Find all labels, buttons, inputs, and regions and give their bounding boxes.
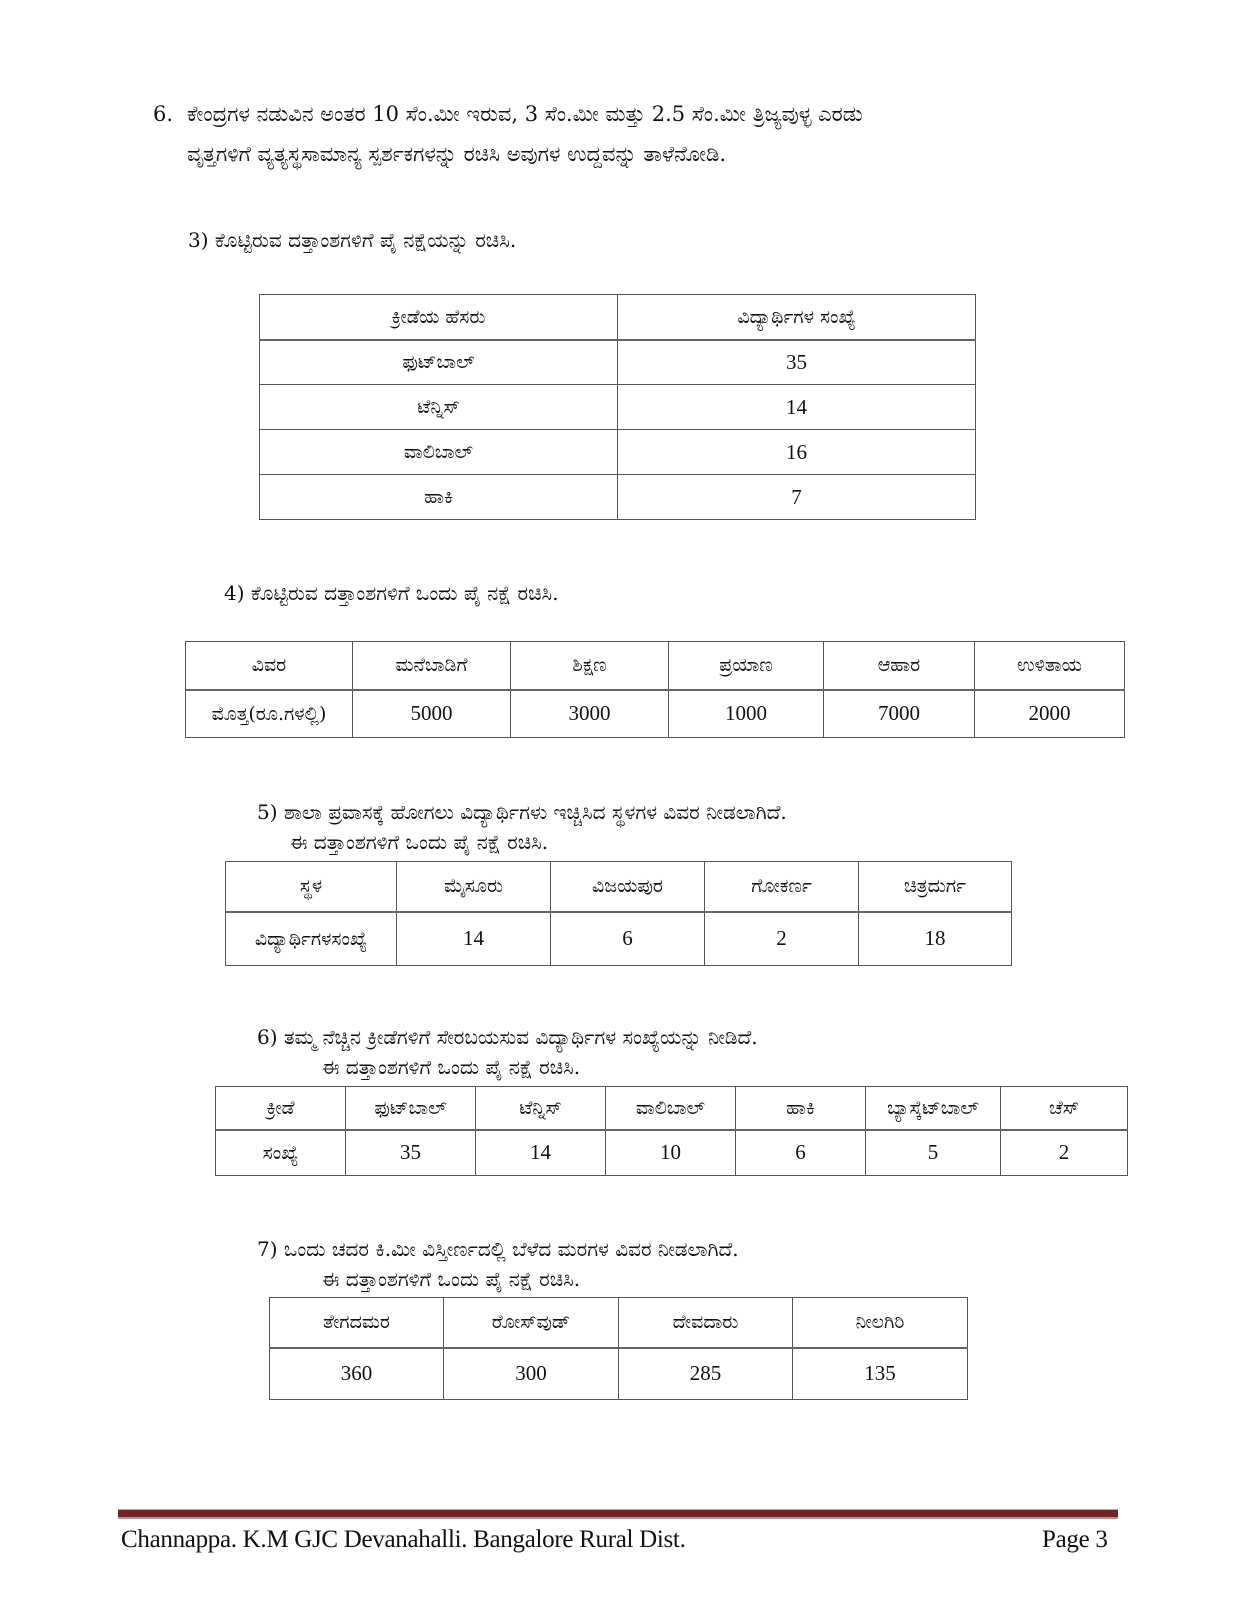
table-header-cell: ಆಹಾರ (824, 642, 975, 690)
exercise-7-instruction-line2: ಈ ದತ್ತಾಂಶಗಳಿಗೆ ಒಂದು ಪೈ ನಕ್ಷೆ ರಚಿಸಿ. (322, 1267, 581, 1291)
table-cell: 2 (705, 912, 859, 966)
table-cell: 18 (859, 912, 1012, 966)
table-header-row (186, 642, 1125, 690)
table-header-row (216, 1087, 1128, 1130)
exercise-4-instruction: 4) ಕೊಟ್ಟಿರುವ ದತ್ತಾಂಶಗಳಿಗೆ ಒಂದು ಪೈ ನಕ್ಷೆ ರಚಿಸಿ. (224, 581, 559, 605)
table-row (226, 912, 1012, 966)
table-header-cell: ನೀಲಗಿರಿ (793, 1298, 968, 1348)
table-header-cell: ಗೋಕರ್ಣ (705, 862, 859, 912)
table-header-cell: ವಿದ್ಯಾರ್ಥಿಗಳ ಸಂಖ್ಯೆ (618, 295, 976, 340)
table-header-cell: ವಿವರ (186, 642, 353, 690)
table-header-cell: ಬ್ಯಾಸ್ಕೆಟ್‌ಬಾಲ್ (866, 1087, 1001, 1130)
exercise-3-table (259, 294, 976, 520)
table-cell: 14 (476, 1130, 606, 1176)
table-header-cell: ಚಿತ್ರದುರ್ಗ (859, 862, 1012, 912)
exercise-5-instruction-line1: 5) ಶಾಲಾ ಪ್ರವಾಸಕ್ಕೆ ಹೋಗಲು ವಿದ್ಯಾರ್ಥಿಗಳು ಇಚ್ಚಿಸಿದ ಸ್ಥಳಗಳ ವಿವರ ನೀಡಲಾಗಿದೆ. (257, 800, 787, 824)
table-header-row (260, 295, 976, 340)
exercise-6-instruction-line1: 6) ತಮ್ಮ ನೆಚ್ಚಿನ ಕ್ರೀಡೆಗಳಿಗೆ ಸೇರಬಯಸುವ ವಿದ್ಯಾರ್ಥಿಗಳ ಸಂಖ್ಯೆಯನ್ನು ನೀಡಿದೆ. (257, 1025, 758, 1049)
table-row (260, 385, 976, 430)
table-header-cell: ವಿಜಯಪುರ (551, 862, 705, 912)
table-cell: 5 (866, 1130, 1001, 1176)
table-header-row (226, 862, 1012, 912)
footer-author: Channappa. K.M GJC Devanahalli. Bangalore Rural Dist. (121, 1526, 686, 1553)
table-header-cell: ಕ್ರೀಡೆಯ ಹೆಸರು (260, 295, 618, 340)
table-cell: 14 (397, 912, 551, 966)
question-text-line2: ವೃತ್ತಗಳಿಗೆ ವ್ಯತ್ಯಸ್ಥಸಾಮಾನ್ಯ ಸ್ಪರ್ಶಕಗಳನ್ನು ರಚಿಸಿ ಅವುಗಳ ಉದ್ದವನ್ನು ತಾಳೆನೋಡಿ. (187, 142, 727, 166)
table-header-cell: ಸ್ಥಳ (226, 862, 397, 912)
table-cell: 7000 (824, 690, 975, 738)
table-cell: 14 (618, 385, 976, 430)
table-cell: 135 (793, 1348, 968, 1400)
table-header-cell: ಮೈಸೂರು (397, 862, 551, 912)
table-header-cell: ಮನೆಬಾಡಿಗೆ (353, 642, 511, 690)
exercise-5-instruction-line2: ಈ ದತ್ತಾಂಶಗಳಿಗೆ ಒಂದು ಪೈ ನಕ್ಷೆ ರಚಿಸಿ. (290, 830, 549, 854)
table-cell: 285 (619, 1348, 793, 1400)
table-cell: 300 (444, 1348, 619, 1400)
table-cell: 360 (270, 1348, 444, 1400)
table-header-cell: ಶಿಕ್ಷಣ (511, 642, 669, 690)
question-6 (153, 98, 863, 130)
footer-page-number: Page 3 (1042, 1526, 1108, 1553)
table-cell: ಮೊತ್ತ(ರೂ.ಗಳಲ್ಲಿ) (186, 690, 353, 738)
table-header-cell: ಹಾಕಿ (736, 1087, 866, 1130)
exercise-3-instruction: 3) ಕೊಟ್ಟಿರುವ ದತ್ತಾಂಶಗಳಿಗೆ ಪೈ ನಕ್ಷೆಯನ್ನು ರಚಿಸಿ. (188, 228, 517, 252)
table-cell: 2000 (975, 690, 1125, 738)
footer-divider (118, 1509, 1118, 1519)
table-row (260, 340, 976, 385)
table-header-cell: ತೇಗದಮರ (270, 1298, 444, 1348)
exercise-6-table (215, 1086, 1128, 1176)
table-cell: 16 (618, 430, 976, 475)
table-cell: 7 (618, 475, 976, 520)
table-cell: 35 (346, 1130, 476, 1176)
table-row (216, 1130, 1128, 1176)
table-cell: ಫುಟ್‌ಬಾಲ್ (260, 340, 618, 385)
table-header-cell: ರೋಸ್‌ವುಡ್ (444, 1298, 619, 1348)
table-cell: 1000 (669, 690, 824, 738)
exercise-6-instruction-line2: ಈ ದತ್ತಾಂಶಗಳಿಗೆ ಒಂದು ಪೈ ನಕ್ಷೆ ರಚಿಸಿ. (322, 1055, 581, 1079)
table-cell: ವಿದ್ಯಾರ್ಥಿಗಳಸಂಖ್ಯೆ (226, 912, 397, 966)
table-row (260, 430, 976, 475)
table-cell: 35 (618, 340, 976, 385)
table-header-cell: ಪ್ರಯಾಣ (669, 642, 824, 690)
table-header-cell: ಟೆನ್ನಿಸ್ (476, 1087, 606, 1130)
table-header-cell: ಕ್ರೀಡೆ (216, 1087, 346, 1130)
table-cell: 5000 (353, 690, 511, 738)
table-cell: ಟೆನ್ನಿಸ್ (260, 385, 618, 430)
table-cell: 6 (736, 1130, 866, 1176)
table-header-cell: ಉಳಿತಾಯ (975, 642, 1125, 690)
table-header-cell: ಚೆಸ್ (1001, 1087, 1128, 1130)
table-row (270, 1348, 968, 1400)
table-header-row (270, 1298, 968, 1348)
table-header-cell: ಫುಟ್‌ಬಾಲ್ (346, 1087, 476, 1130)
table-cell: ವಾಲಿಬಾಲ್ (260, 430, 618, 475)
question-6-line2 (187, 138, 726, 170)
table-cell: ಸಂಖ್ಯೆ (216, 1130, 346, 1176)
exercise-7-table (269, 1297, 968, 1400)
table-row (260, 475, 976, 520)
question-number: 6. (153, 102, 174, 126)
table-row (186, 690, 1125, 738)
table-header-cell: ದೇವದಾರು (619, 1298, 793, 1348)
table-cell: 2 (1001, 1130, 1128, 1176)
table-cell: 6 (551, 912, 705, 966)
question-text-line1: ಕೇಂದ್ರಗಳ ನಡುವಿನ ಅಂತರ 10 ಸೆಂ.ಮೀ ಇರುವ, 3 ಸೆಂ.ಮೀ ಮತ್ತು 2.5 ಸೆಂ.ಮೀ ತ್ರಿಜ್ಯವುಳ್ಳ ಎರಡು (187, 102, 863, 126)
table-cell: 10 (606, 1130, 736, 1176)
exercise-5-table (225, 861, 1012, 966)
table-cell: 3000 (511, 690, 669, 738)
table-cell: ಹಾಕಿ (260, 475, 618, 520)
table-header-cell: ವಾಲಿಬಾಲ್ (606, 1087, 736, 1130)
exercise-4-table (185, 641, 1125, 738)
exercise-7-instruction-line1: 7) ಒಂದು ಚದರ ಕಿ.ಮೀ ವಿಸ್ತೀರ್ಣದಲ್ಲಿ ಬೆಳೆದ ಮರಗಳ ವಿವರ ನೀಡಲಾಗಿದೆ. (257, 1237, 739, 1261)
